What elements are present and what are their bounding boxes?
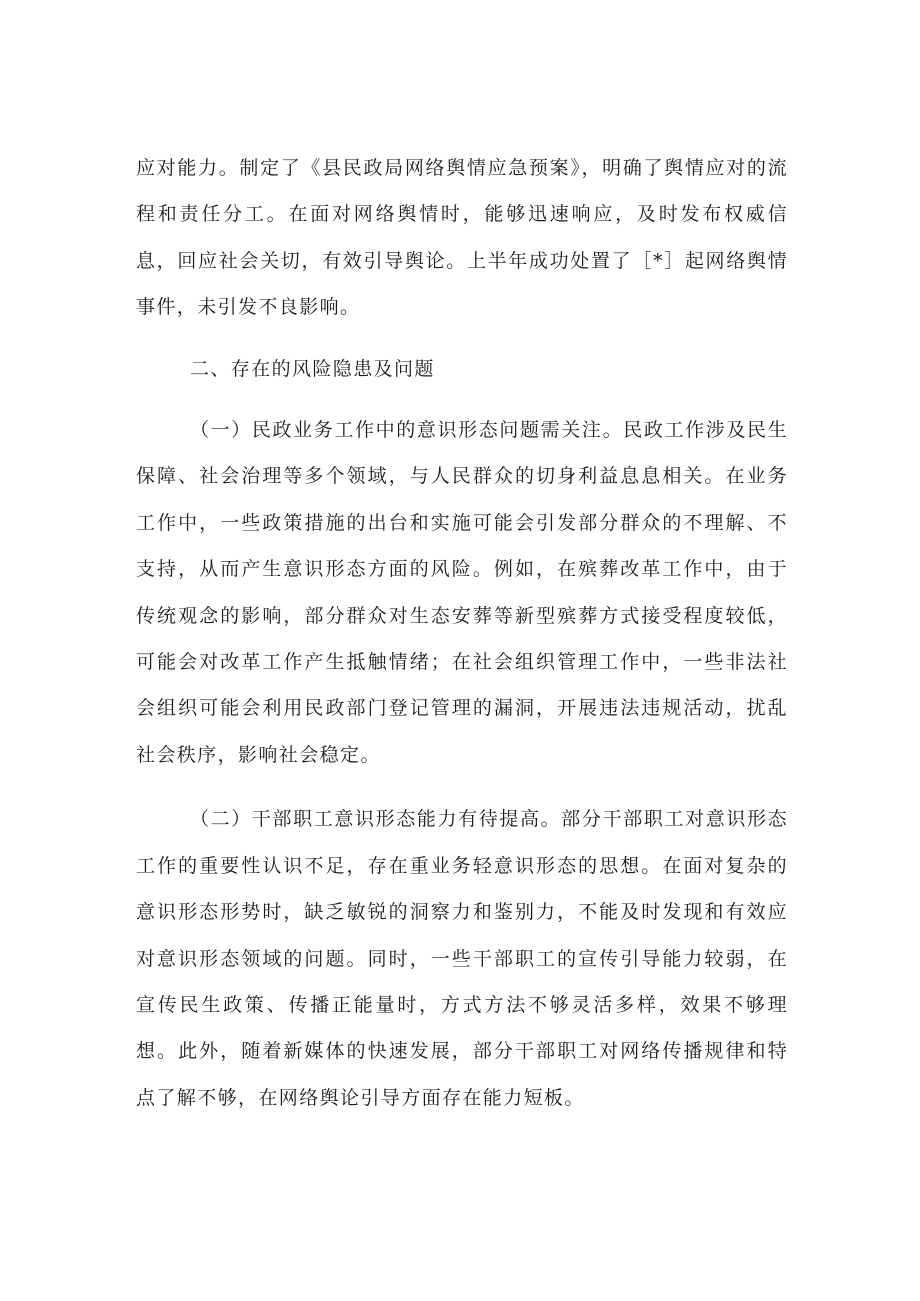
- paragraph-continuation: 应对能力。制定了《县民政局网络舆情应急预案》，明确了舆情应对的流程和责任分工。在面对网络舆情时，能够迅速响应，及时发布权威信息，回应社会关切，有效引导舆论。上半年成功处置了［*］起网络舆情事件，未引发不良影响。: [136, 157, 788, 319]
- paragraph-item-1: （一）民政业务工作中的意识形态问题需关注。民政工作涉及民生保障、社会治理等多个领域，与人民群众的切身利益息息相关。在业务工作中，一些政策措施的出台和实施可能会引发部分群众的不理解、不支持，从而产生意识形态方面的风险。例如，在殡葬改革工作中，由于传统观念的影响，部分群众对生态安葬等新型殡葬方式接受程度较低，可能会对改革工作产生抵触情绪；在社会组织管理工作中，一些非法社会组织可能会利用民政部门登记管理的漏洞，开展违法违规活动，扰乱社会秩序，影响社会稳定。: [136, 419, 788, 766]
- paragraph-gap: [136, 392, 788, 407]
- document-body: [136, 145, 788, 1121]
- section-heading: 二、存在的风险隐患及问题: [190, 357, 435, 380]
- paragraph-item-2: （二）干部职工意识形态能力有待提高。部分干部职工对意识形态工作的重要性认识不足，存在重业务轻意识形态的思想。在面对复杂的意识形态形势时，缺乏敏锐的洞察力和鉴别力，不能及时发现和有效应对意识形态领域的问题。同时，一些干部职工的宣传引导能力较弱，在宣传民生政策、传播正能量时，方式方法不够灵活多样，效果不够理想。此外，随着新媒体的快速发展，部分干部职工对网络传播规律和特点了解不够，在网络舆论引导方面存在能力短板。: [136, 808, 788, 1109]
- paragraph-gap: [136, 778, 788, 796]
- paragraph-gap: [136, 331, 788, 346]
